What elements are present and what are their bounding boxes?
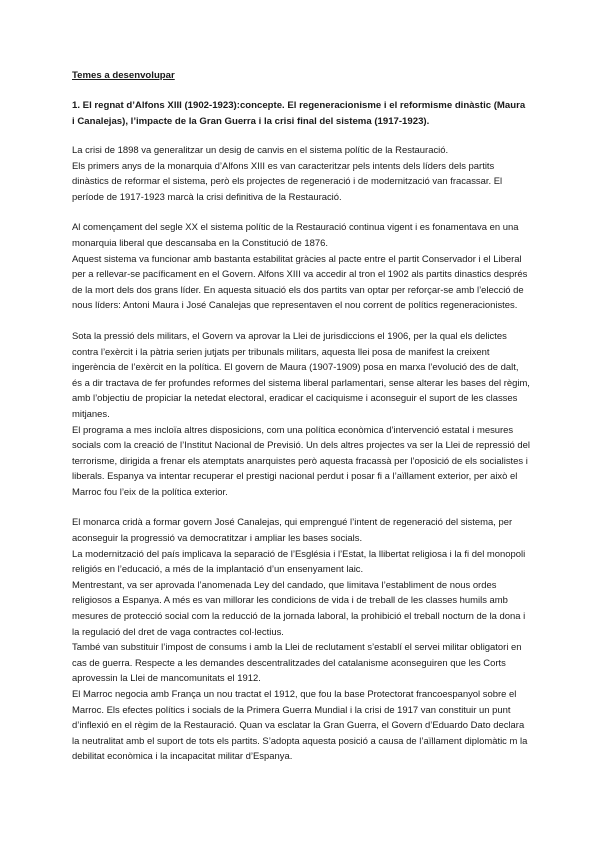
section-title: 1. El regnat d’Alfons XIII (1902-1923):concepte. El regeneracionisme i el reformisme dinàstic (Maura i Canalejas), l’impacte de la Gran Guerra i la crisi final del sistema (1917-1923). [72, 100, 526, 127]
paragraph-1: La crisi de 1898 va generalitzar un desig de canvis en el sistema polític de la Restauració. Els primers anys de la monarquia d’Alfons XIII es van caracteritzar pels intents dels líders dels partits dinàstics de reformar el sistema, però els projectes de regeneració i de modernització van fracassar. El període de 1917-1923 marcà la crisi definitiva de la Restauració. [72, 145, 503, 203]
paragraph-4: El monarca cridà a formar govern José Canalejas, qui emprengué l’intent de regeneració del sistema, per aconseguir la progressió va democratitzar i ampliar les bases socials. La modernització del país implicava la separació de l’Església i l’Estat, la llibertat religiosa i la fi del monopoli religiós en l’educació, a més de la implantació d’un ensenyament laic. Mentrestant, va ser aprovada l’anomenada Ley del candado, que limitava l’establiment de nous ordes religiosos a Espanya. A més es van millorar les condicions de vida i de treball de les classes humils amb mesures de protecció social com la reducció de la jornada laboral, la prohibició el treball nocturn de la dona i la regulació del dret de vaga contractes col·lectius. També van substituir l’impost de consums i amb la Llei de reclutament s’establí el servei militar obligatori en cas de guerra. Respecte a les demandes descentralitzades del catalanisme aconseguiren que les Corts aprovessin la Llei de mancomunitats el 1912. El Marroc negocia amb França un nou tractat el 1912, que fou la base Protectorat francoespanyol sobre el Marroc. Els efectes polítics i socials de la Primera Guerra Mundial i la crisi de 1917 van constituir un punt d’inflexió en el règim de la Restauració. Quan va esclatar la Gran Guerra, el Govern d’Eduardo Dato declara la neutralitat amb el suport de tots els partits. S’adopta aquesta posició a causa de l’aïllament diplomàtic m la debilitat econòmica i la incapacitat militar d’Espanya. [72, 517, 528, 763]
paragraph-2: Al començament del segle XX el sistema polític de la Restauració continua vigent i es fonamentava en una monarquia liberal que descansaba en la Constitució de 1876. Aquest sistema va funcionar amb bastanta estabilitat gràcies al pacte entre el partit Conservador i el Liberal per a rellevar-se pacíficament en el Govern. Alfons XIII va accedir al tron el 1902 als partits dinastics després de la mort dels dos grans líder. En aquesta situació els dos partits van optar per reforçar-se amb l’elecció de nous líders: Antoni Maura i José Canalejas que representaven el nou corrent de polítics regeneracionistes. [72, 222, 528, 312]
doc-heading: Temes a desenvolupar [72, 70, 175, 81]
paragraph-3: Sota la pressió dels militars, el Govern va aprovar la Llei de jurisdiccions el 1906, per la qual els delictes contra l’exèrcit i la pàtria serien jutjats per tribunals militars, aquesta llei posa de manifest la creixent ingerència de l’exèrcit en la política. El govern de Maura (1907-1909) posa en marxa l’evolució des de dalt, és a dir tractava de fer profundes reformes del sistema liberal parlamentari, sense alterar les bases del règim, amb l’objectiu de propiciar la netedat electoral, eradicar el caciquisme i aconseguir el suport de les classes mitjanes. El programa a mes incloïa altres disposicions, com una política econòmica d’intervenció estatal i mesures socials com la creació de l’Institut Nacional de Previsió. Un dels altres projectes va ser la Llei de repressió del terrorisme, dirigida a frenar els atemptats anarquistes però aquesta fracassà per l’oposició de els socialistes i liberals. Espanya va intentar recuperar el prestigi nacional perdut i posar fi a l’aïllament exterior, per això el Marroc fou l’eix de la política exterior. [72, 330, 530, 498]
